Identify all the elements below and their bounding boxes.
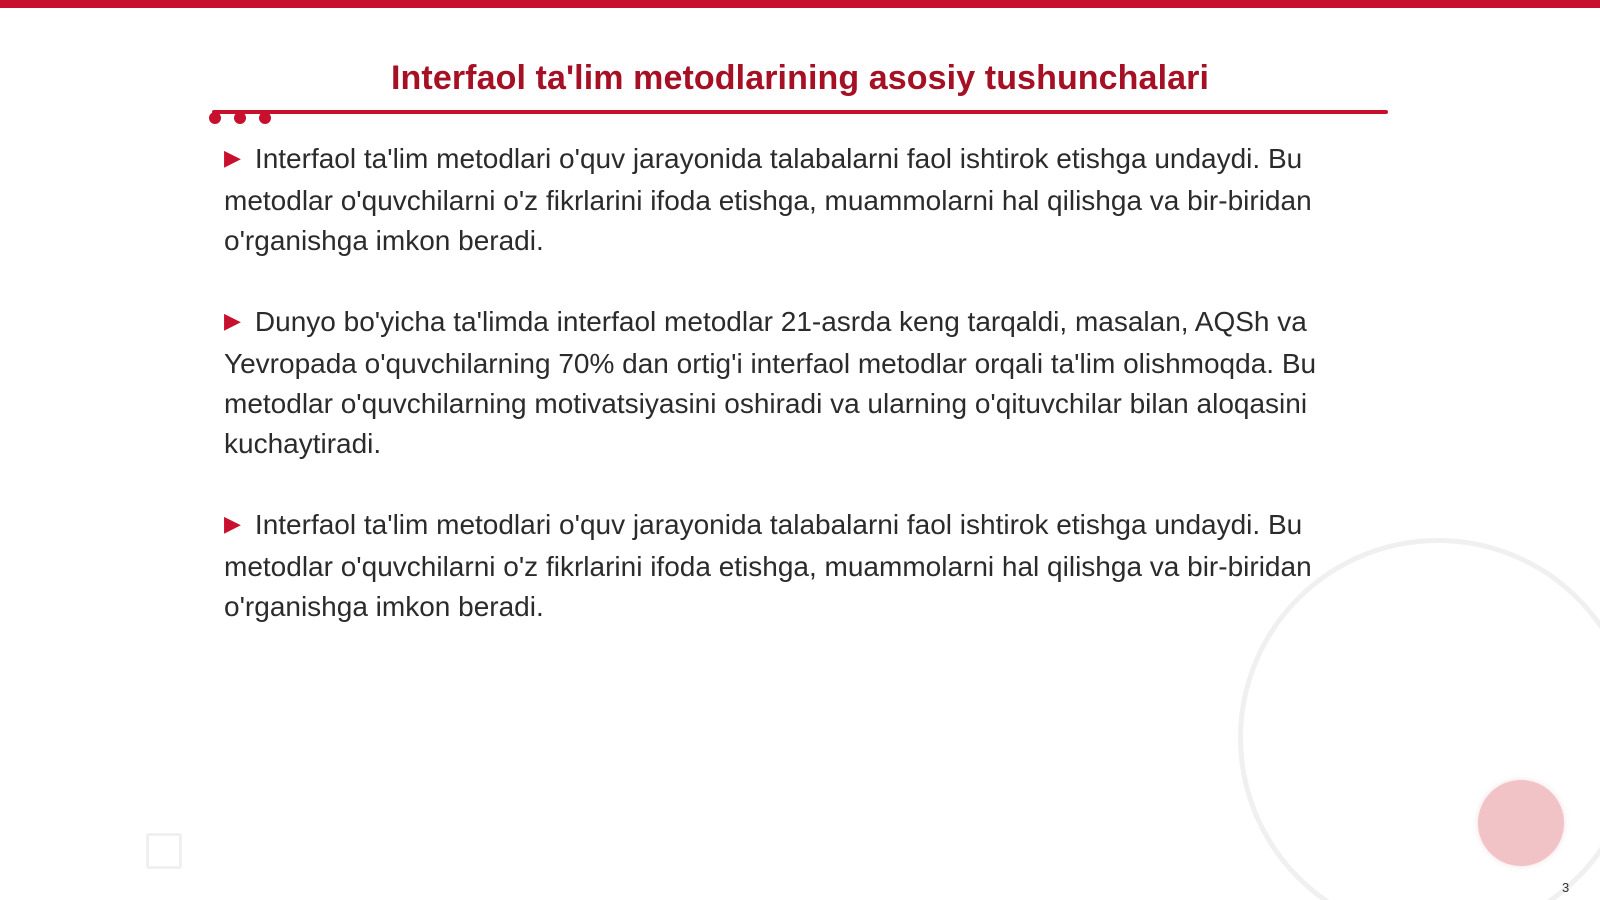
bullet-item [224,139,1394,261]
bullet-item [224,505,1394,627]
title-dot-decoration [234,112,246,124]
slide-title: Interfaol ta'lim metodlarining asosiy tushunchalari [390,59,1209,97]
top-accent-bar [0,0,1600,8]
bullet-text: Dunyo bo'yicha ta'limda interfaol metodlar 21-asrda keng tarqaldi, masalan, AQSh va Yevropada o'quvchilarning 70% dan ortig'i interfaol metodlar orqali ta'lim olishmoqda. Bu metodlar o'quvchilarning motivatsiyasini oshiradi va ularning o'qituvchilar bilan aloqasini kuchaytiradi. [224,306,1317,459]
title-dot-decoration [209,112,221,124]
bullet-text: Interfaol ta'lim metodlari o'quv jarayonida talabalarni faol ishtirok etishga undaydi. Bu metodlar o'quvchilarni o'z fikrlarini ifoda etishga, muammolarni hal qilishga va bir-biridan o'rganishga imkon beradi. [224,143,1312,256]
page-number: 3 [1562,880,1570,895]
triangle-right-icon: ▶ [224,511,241,536]
decorative-square [146,833,182,869]
title-dot-decoration [259,112,271,124]
bullet-list [224,139,1394,668]
triangle-right-icon: ▶ [224,308,241,333]
bullet-text: Interfaol ta'lim metodlari o'quv jarayonida talabalarni faol ishtirok etishga undaydi. Bu metodlar o'quvchilarni o'z fikrlarini ifoda etishga, muammolarni hal qilishga va bir-biridan o'rganishga imkon beradi. [224,509,1312,622]
triangle-right-icon: ▶ [224,145,241,170]
bullet-item [224,302,1394,464]
decorative-circle [1478,780,1564,866]
title-underline [212,110,1388,114]
